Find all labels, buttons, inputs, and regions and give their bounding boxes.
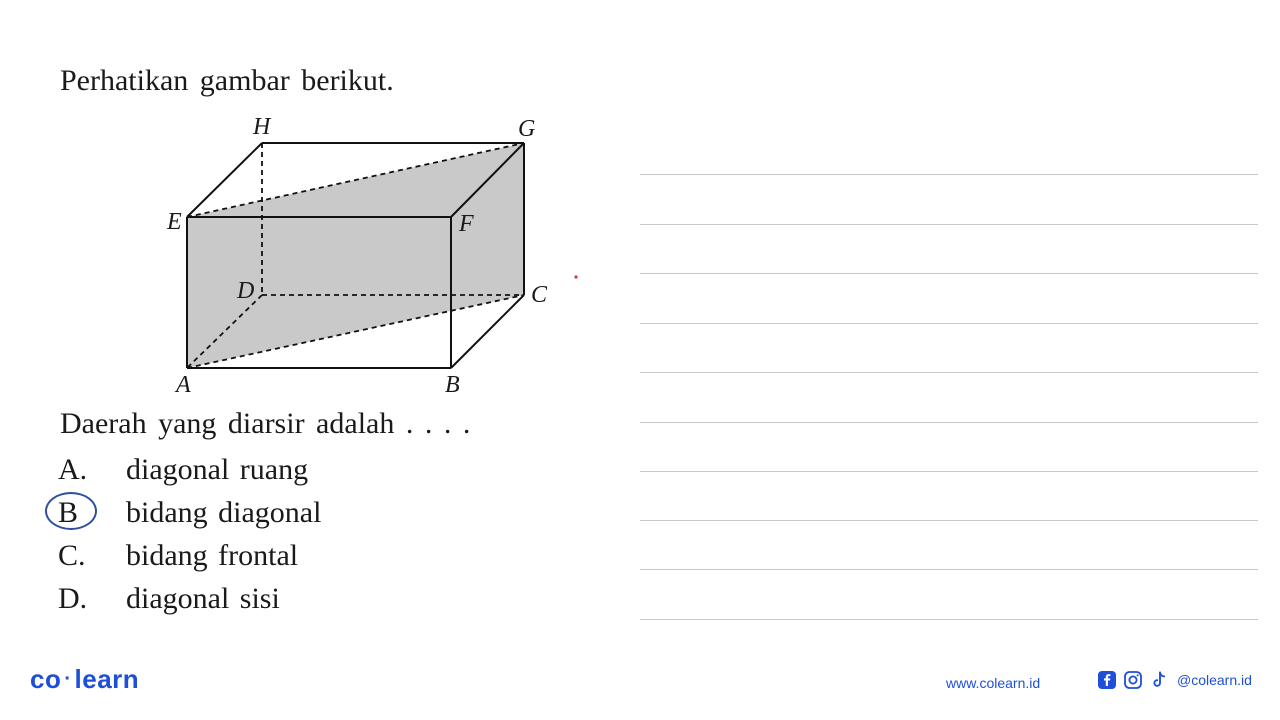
ruled-line <box>640 174 1258 175</box>
option-letter: A. <box>58 452 88 486</box>
instagram-icon[interactable] <box>1123 670 1143 690</box>
option-text: bidang frontal <box>126 538 299 572</box>
option-text: bidang diagonal <box>126 495 322 529</box>
option-letter: D. <box>58 581 88 615</box>
answer-options <box>58 448 321 620</box>
tiktok-icon[interactable] <box>1149 670 1169 690</box>
vertex-label-h: H <box>253 114 271 140</box>
vertex-label-g: G <box>518 116 536 142</box>
option-letter: B <box>58 495 79 529</box>
option-d[interactable] <box>58 577 321 620</box>
social-handle[interactable]: @colearn.id <box>1177 672 1252 688</box>
vertex-label-b: B <box>445 372 460 398</box>
answer-circle-mark <box>45 492 97 530</box>
ruled-line <box>640 520 1258 521</box>
logo-dot: · <box>64 668 72 690</box>
vertex-label-f: F <box>459 211 474 237</box>
colearn-logo[interactable] <box>30 664 139 695</box>
vertex-label-d: D <box>237 278 255 304</box>
answer-ruled-lines <box>640 0 1258 720</box>
option-text: diagonal ruang <box>126 452 309 486</box>
option-a[interactable] <box>58 448 321 491</box>
facebook-icon[interactable] <box>1097 670 1117 690</box>
ruled-line <box>640 422 1258 423</box>
vertex-label-e: E <box>167 209 182 235</box>
cuboid-figure <box>0 0 640 420</box>
website-link[interactable]: www.colearn.id <box>946 675 1041 691</box>
ruled-line <box>640 569 1258 570</box>
question-title: Perhatikan gambar berikut. <box>60 64 394 97</box>
logo-text-co: co <box>30 664 62 694</box>
vertex-label-c: C <box>531 282 548 308</box>
ruled-line <box>640 323 1258 324</box>
option-text: diagonal sisi <box>126 581 280 615</box>
question-prompt: Daerah yang diarsir adalah . . . . <box>60 407 471 440</box>
ruled-line <box>640 372 1258 373</box>
option-b[interactable] <box>58 491 321 534</box>
vertex-label-a: A <box>176 372 191 398</box>
social-links <box>1097 670 1252 690</box>
ruled-line <box>640 224 1258 225</box>
shaded-diagonal-plane <box>187 143 524 368</box>
ruled-line <box>640 619 1258 620</box>
option-letter: C. <box>58 538 86 572</box>
logo-text-learn: learn <box>74 664 140 694</box>
ruled-line <box>640 471 1258 472</box>
ruled-line <box>640 273 1258 274</box>
option-c[interactable] <box>58 534 321 577</box>
stray-mark-dot <box>574 275 577 278</box>
